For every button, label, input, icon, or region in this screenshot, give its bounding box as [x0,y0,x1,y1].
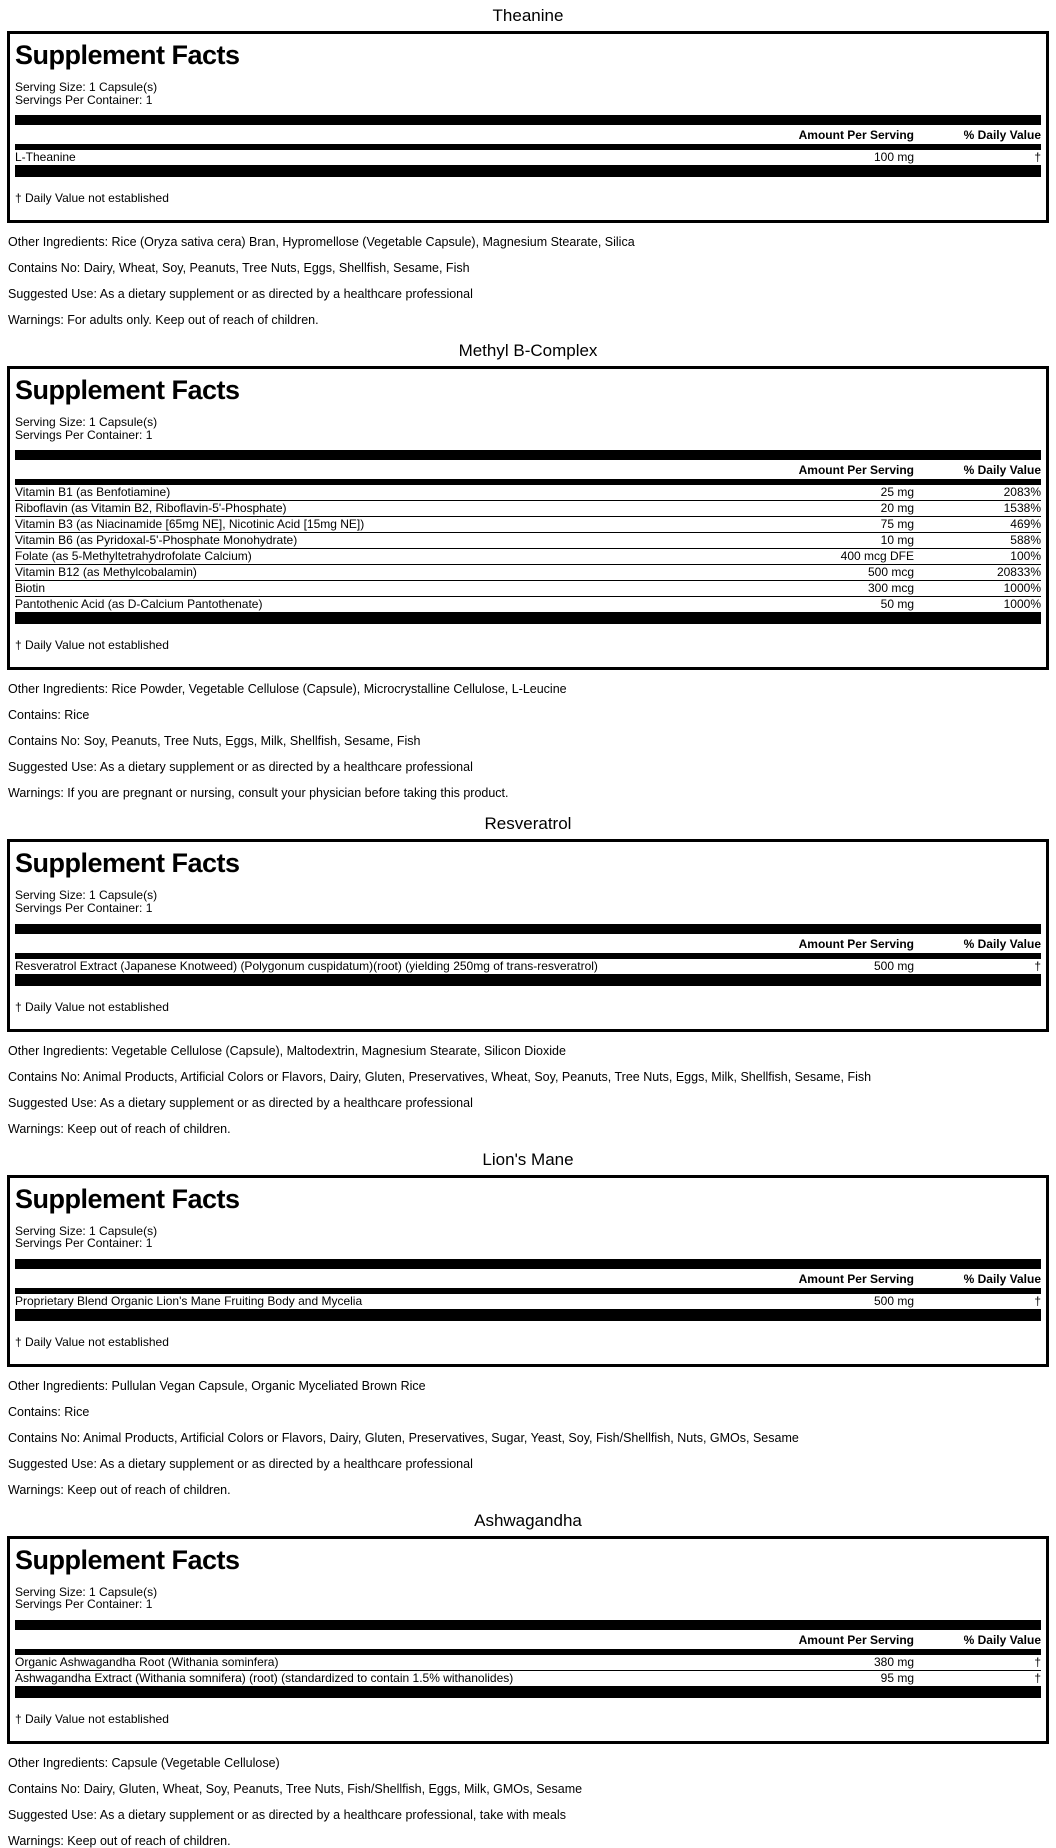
nutrient-daily-value: † [1034,1293,1041,1308]
nutrient-daily-value: † [1034,958,1041,973]
daily-value-footnote: † Daily Value not established [15,638,169,653]
supplement-facts-heading: Supplement Facts [15,848,240,879]
separator-bar-thick-top [15,924,1041,934]
nutrient-amount: 500 mg [873,958,914,973]
contains-no-text: Contains No: Animal Products, Artificial Colors or Flavors, Dairy, Gluten, Preservatives, Sugar, Yeast, Soy, Fish/Shellfish, Nuts, GMOs, Sesame [8,1430,799,1445]
amount-per-serving-header: Amount Per Serving [798,128,914,143]
suggested-use-text: Suggested Use: As a dietary supplement or as directed by a healthcare professional [8,760,473,775]
nutrient-daily-value: 100% [1010,549,1041,564]
nutrient-rows [15,959,1041,975]
servings-per-container-line: Servings Per Container: 1 [15,900,153,915]
contains-text: Contains: Rice [8,708,90,723]
separator-bar-thick-top [15,115,1041,125]
separator-bar-thick-bottom [15,1687,1041,1698]
column-header-row [15,934,1041,953]
nutrient-name: Pantothenic Acid (as D-Calcium Pantothenate) [15,598,263,612]
supplement-section [0,814,1056,1135]
nutrient-rows [15,1655,1041,1687]
warnings-text: Warnings: Keep out of reach of children. [8,1121,231,1136]
daily-value-footnote: † Daily Value not established [15,999,169,1014]
supplement-section [0,1150,1056,1497]
warnings-text: Warnings: Keep out of reach of children. [8,1833,231,1848]
nutrient-daily-value: 1000% [1003,581,1041,596]
suggested-use-text: Suggested Use: As a dietary supplement or as directed by a healthcare professional [8,287,473,302]
nutrient-name: Vitamin B12 (as Methylcobalamin) [15,566,197,580]
nutrient-row [15,597,1041,613]
supplement-facts-panel [7,1536,1049,1744]
section-info-paragraphs [0,1757,1056,1848]
nutrient-row [15,1294,1041,1310]
nutrient-daily-value: 1538% [1003,501,1041,516]
supplement-facts-panel [7,366,1049,670]
nutrient-name: Riboflavin (as Vitamin B2, Riboflavin-5'-Phosphate) [15,502,287,516]
separator-bar-thick-bottom [15,166,1041,177]
separator-bar-thick-bottom [15,613,1041,624]
nutrient-daily-value: 469% [1010,517,1041,532]
warnings-text: Warnings: For adults only. Keep out of reach of children. [8,313,319,328]
daily-value-footnote: † Daily Value not established [15,1334,169,1349]
nutrient-amount: 25 mg [880,485,914,500]
nutrient-row [15,1671,1041,1687]
column-header-row [15,125,1041,144]
nutrient-row [15,1655,1041,1671]
nutrient-name: Vitamin B6 (as Pyridoxal-5'-Phosphate Monohydrate) [15,534,298,548]
nutrient-row [15,533,1041,549]
supplement-section [0,6,1056,327]
nutrient-daily-value: 588% [1010,533,1041,548]
warnings-text: Warnings: If you are pregnant or nursing, consult your physician before taking this product. [8,786,509,801]
other-ingredients-text: Other Ingredients: Pullulan Vegan Capsule, Organic Myceliated Brown Rice [8,1378,426,1393]
serving-info [15,416,1041,441]
nutrient-row [15,150,1041,166]
separator-bar-thick-top [15,1259,1041,1269]
daily-value-header: % Daily Value [963,1271,1041,1286]
supplement-facts-heading: Supplement Facts [15,1183,240,1214]
supplement-facts-heading: Supplement Facts [15,40,240,70]
nutrient-amount: 400 mcg DFE [840,549,914,564]
daily-value-header: % Daily Value [963,936,1041,951]
nutrient-daily-value: 2083% [1003,485,1041,500]
daily-value-header: % Daily Value [963,128,1041,143]
section-info-paragraphs [0,1045,1056,1136]
separator-bar-thick-bottom [15,975,1041,986]
serving-size-line: Serving Size: 1 Capsule(s) [15,1584,158,1599]
nutrient-amount: 75 mg [880,517,914,532]
nutrient-daily-value: 1000% [1003,597,1041,612]
other-ingredients-text: Other Ingredients: Vegetable Cellulose (Capsule), Maltodextrin, Magnesium Stearate, Silicon Dioxide [8,1043,566,1058]
other-ingredients-text: Other Ingredients: Rice (Oryza sativa cera) Bran, Hypromellose (Vegetable Capsule), Magnesium Stearate, Silica [8,235,635,250]
nutrient-rows [15,150,1041,166]
nutrient-rows [15,485,1041,613]
supplement-section [0,341,1056,800]
nutrient-row [15,581,1041,597]
nutrient-amount: 100 mg [873,150,914,165]
servings-per-container-line: Servings Per Container: 1 [15,1236,153,1251]
nutrient-row [15,549,1041,565]
other-ingredients-text: Other Ingredients: Capsule (Vegetable Cellulose) [8,1755,280,1770]
section-title: Resveratrol [484,814,572,834]
amount-per-serving-header: Amount Per Serving [798,463,914,478]
nutrient-row [15,565,1041,581]
nutrient-amount: 300 mcg [867,581,914,596]
separator-bar-thick-top [15,450,1041,460]
servings-per-container-line: Servings Per Container: 1 [15,92,153,107]
supplement-facts-panel [7,31,1049,223]
nutrient-amount: 95 mg [880,1670,914,1685]
suggested-use-text: Suggested Use: As a dietary supplement or as directed by a healthcare professional [8,1095,473,1110]
section-title: Methyl B-Complex [458,341,598,361]
daily-value-footnote: † Daily Value not established [15,191,169,206]
section-title: Lion's Mane [482,1149,574,1169]
nutrient-name: Vitamin B3 (as Niacinamide [65mg NE], Nicotinic Acid [15mg NE]) [15,518,365,532]
nutrient-amount: 50 mg [880,597,914,612]
nutrient-name: L-Theanine [15,151,76,165]
suggested-use-text: Suggested Use: As a dietary supplement or as directed by a healthcare professional [8,1456,473,1471]
separator-bar-thick-bottom [15,1310,1041,1321]
serving-size-line: Serving Size: 1 Capsule(s) [15,888,158,903]
contains-no-text: Contains No: Animal Products, Artificial Colors or Flavors, Dairy, Gluten, Preservatives, Wheat, Soy, Peanuts, Tree Nuts, Eggs, Milk, Shellfish, Sesame, Fish [8,1069,872,1084]
nutrient-amount: 500 mcg [867,565,914,580]
section-title: Ashwagandha [474,1510,582,1530]
supplement-labels-page [0,6,1056,1848]
serving-size-line: Serving Size: 1 Capsule(s) [15,415,158,430]
nutrient-row [15,959,1041,975]
nutrient-name: Resveratrol Extract (Japanese Knotweed) (Polygonum cuspidatum)(root) (yielding 250mg of trans-resveratrol) [15,959,598,973]
nutrient-name: Folate (as 5-Methyltetrahydrofolate Calcium) [15,550,252,564]
section-info-paragraphs [0,1380,1056,1497]
amount-per-serving-header: Amount Per Serving [798,936,914,951]
supplement-facts-heading: Supplement Facts [15,375,240,406]
serving-info [15,889,1041,914]
supplement-facts-heading: Supplement Facts [15,1544,240,1575]
supplement-facts-panel [7,1175,1049,1367]
warnings-text: Warnings: Keep out of reach of children. [8,1482,231,1497]
daily-value-header: % Daily Value [963,1632,1041,1647]
suggested-use-text: Suggested Use: As a dietary supplement or as directed by a healthcare professional, take with meals [8,1807,566,1822]
nutrient-name: Vitamin B1 (as Benfotiamine) [15,486,171,500]
nutrient-rows [15,1294,1041,1310]
column-header-row [15,1630,1041,1649]
nutrient-amount: 20 mg [880,501,914,516]
serving-size-line: Serving Size: 1 Capsule(s) [15,80,158,94]
nutrient-name: Proprietary Blend Organic Lion's Mane Fruiting Body and Mycelia [15,1294,363,1308]
nutrient-daily-value: † [1034,1670,1041,1685]
nutrient-name: Biotin [15,582,46,596]
column-header-row [15,1269,1041,1288]
nutrient-amount: 500 mg [873,1293,914,1308]
nutrient-row [15,485,1041,501]
contains-no-text: Contains No: Dairy, Gluten, Wheat, Soy, Peanuts, Tree Nuts, Fish/Shellfish, Eggs, Milk, GMOs, Sesame [8,1781,583,1796]
serving-info [15,81,1041,106]
nutrient-name: Ashwagandha Extract (Withania somnifera) (root) (standardized to contain 1.5% withanolides) [15,1671,514,1685]
servings-per-container-line: Servings Per Container: 1 [15,1597,153,1612]
amount-per-serving-header: Amount Per Serving [798,1271,914,1286]
nutrient-amount: 380 mg [873,1654,914,1669]
contains-text: Contains: Rice [8,1404,90,1419]
section-info-paragraphs [0,236,1056,327]
nutrient-name: Organic Ashwagandha Root (Withania sominfera) [15,1655,279,1669]
serving-info [15,1225,1041,1250]
contains-no-text: Contains No: Soy, Peanuts, Tree Nuts, Eggs, Milk, Shellfish, Sesame, Fish [8,734,421,749]
nutrient-amount: 10 mg [880,533,914,548]
section-title: Theanine [492,6,564,25]
supplement-section [0,1511,1056,1848]
contains-no-text: Contains No: Dairy, Wheat, Soy, Peanuts, Tree Nuts, Eggs, Shellfish, Sesame, Fish [8,261,470,276]
nutrient-daily-value: † [1034,150,1041,165]
other-ingredients-text: Other Ingredients: Rice Powder, Vegetable Cellulose (Capsule), Microcrystalline Cellulose, L-Leucine [8,682,567,697]
supplement-facts-panel [7,839,1049,1031]
nutrient-row [15,501,1041,517]
nutrient-daily-value: † [1034,1654,1041,1669]
section-info-paragraphs [0,683,1056,800]
amount-per-serving-header: Amount Per Serving [798,1632,914,1647]
nutrient-daily-value: 20833% [996,565,1041,580]
daily-value-footnote: † Daily Value not established [15,1711,169,1726]
separator-bar-thick-top [15,1620,1041,1630]
daily-value-header: % Daily Value [963,463,1041,478]
column-header-row [15,460,1041,479]
serving-size-line: Serving Size: 1 Capsule(s) [15,1223,158,1238]
serving-info [15,1586,1041,1611]
nutrient-row [15,517,1041,533]
servings-per-container-line: Servings Per Container: 1 [15,427,153,442]
